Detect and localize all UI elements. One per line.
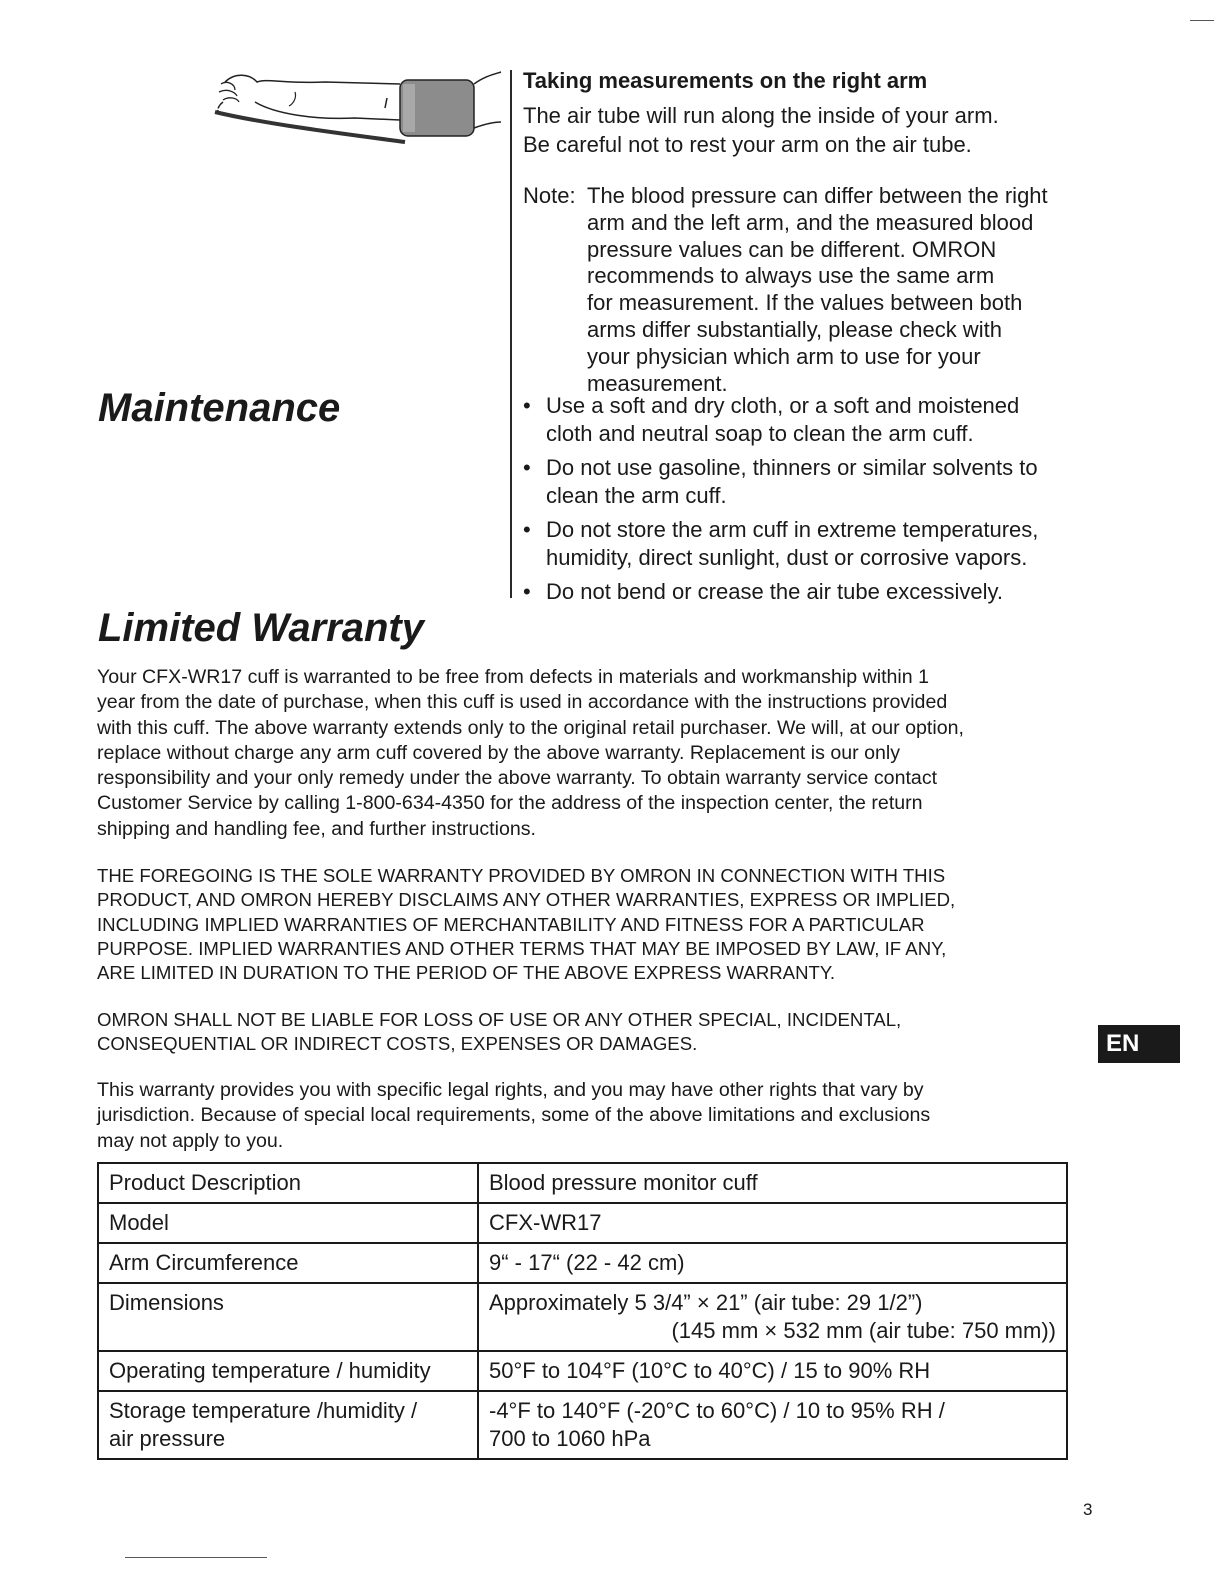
maintenance-item (523, 516, 1113, 572)
paragraph-line: PURPOSE. IMPLIED WARRANTIES AND OTHER TERMS THAT MAY BE IMPOSED BY LAW, IF ANY, (97, 937, 947, 959)
paragraph-line: with this cuff. The above warranty extends only to the original retail purchaser. We will, at our option, (97, 716, 964, 739)
spec-label: Product Description (98, 1163, 478, 1203)
spec-label: Operating temperature / humidity (98, 1351, 478, 1391)
maintenance-item-line: Do not use gasoline, thinners or similar solvents to (546, 455, 1038, 480)
maintenance-item-line: Use a soft and dry cloth, or a soft and moistened (546, 393, 1020, 418)
bullet: • (523, 393, 531, 418)
note-line: measurement. (587, 370, 728, 396)
note-line: arm and the left arm, and the measured blood (587, 209, 1034, 235)
spec-value-line: -4°F to 140°F (-20°C to 60°C) / 10 to 95% RH / (489, 1398, 945, 1423)
spec-label-line: Storage temperature /humidity / (109, 1398, 418, 1423)
table-row (98, 1351, 1067, 1391)
note-prefix: Note: (523, 183, 576, 208)
arm-cuff-illustration (205, 62, 505, 152)
footer-rule (125, 1557, 267, 1558)
table-row (98, 1203, 1067, 1243)
maintenance-item-line: Do not store the arm cuff in extreme temperatures, (546, 517, 1039, 542)
paragraph-line: year from the date of purchase, when this cuff is used in accordance with the instructions provided (97, 691, 948, 714)
spec-value-line: Approximately 5 3/4” × 21” (air tube: 29 1/2”) (489, 1290, 923, 1315)
paragraph-line: Customer Service by calling 1-800-634-4350 for the address of the inspection center, the return (97, 792, 923, 815)
paragraph-line: INCLUDING IMPLIED WARRANTIES OF MERCHANTABILITY AND FITNESS FOR A PARTICULAR (97, 913, 925, 935)
maintenance-item (523, 392, 1113, 448)
note-text (587, 183, 1103, 397)
warranty-liability (97, 1008, 1097, 1057)
paragraph-line: may not apply to you. (97, 1129, 284, 1152)
language-badge: EN (1098, 1025, 1180, 1063)
right-arm-text-line: The air tube will run along the inside of your arm. (523, 103, 999, 128)
paragraph-line: ARE LIMITED IN DURATION TO THE PERIOD OF THE ABOVE EXPRESS WARRANTY. (97, 962, 836, 984)
paragraph-line: OMRON SHALL NOT BE LIABLE FOR LOSS OF USE OR ANY OTHER SPECIAL, INCIDENTAL, (97, 1009, 902, 1030)
maintenance-title: Maintenance (98, 386, 341, 430)
note-line: pressure values can be different. OMRON (587, 236, 997, 262)
table-row (98, 1283, 1067, 1351)
spec-value: 9“ - 17“ (22 - 42 cm) (478, 1243, 1067, 1283)
spec-value: CFX-WR17 (478, 1203, 1067, 1243)
maintenance-list (523, 392, 1113, 612)
spec-label (98, 1391, 478, 1459)
spec-value (478, 1391, 1067, 1459)
top-edge-rule (1190, 20, 1214, 21)
right-arm-heading: Taking measurements on the right arm (523, 68, 928, 93)
spec-value: Blood pressure monitor cuff (478, 1163, 1067, 1203)
table-row (98, 1243, 1067, 1283)
maintenance-item (523, 454, 1113, 510)
spec-value: 50°F to 104°F (10°C to 40°C) / 15 to 90% RH (478, 1351, 1067, 1391)
note-block (523, 183, 1103, 397)
warranty-rights (97, 1078, 1097, 1154)
paragraph-line: responsibility and your only remedy under the above warranty. To obtain warranty service contact (97, 767, 938, 790)
spec-table (97, 1162, 1068, 1460)
spec-label-line: air pressure (109, 1426, 226, 1451)
spec-label: Dimensions (98, 1283, 478, 1351)
note-line: The blood pressure can differ between the right (587, 183, 1048, 208)
paragraph-line: This warranty provides you with specific legal rights, and you may have other rights that vary by (97, 1079, 924, 1101)
spec-value-line: 700 to 1060 hPa (489, 1426, 651, 1451)
paragraph-line: shipping and handling fee, and further instructions. (97, 817, 536, 840)
note-line: for measurement. If the values between both (587, 290, 1023, 316)
warranty-title: Limited Warranty (98, 606, 424, 650)
maintenance-item-line: cloth and neutral soap to clean the arm cuff. (546, 421, 974, 446)
bullet: • (523, 455, 531, 480)
note-line: arms differ substantially, please check with (587, 316, 1002, 342)
paragraph-line: replace without charge any arm cuff covered by the above warranty. Replacement is our only (97, 741, 901, 764)
paragraph-line: jurisdiction. Because of special local requirements, some of the above limitations and exclusions (97, 1104, 931, 1127)
paragraph-line: PRODUCT, AND OMRON HEREBY DISCLAIMS ANY OTHER WARRANTIES, EXPRESS OR IMPLIED, (97, 889, 956, 911)
paragraph-line: Your CFX-WR17 cuff is warranted to be free from defects in materials and workmanship within 1 (97, 666, 930, 688)
spec-value (478, 1283, 1067, 1351)
column-divider (510, 70, 512, 598)
note-line: your physician which arm to use for your (587, 343, 981, 369)
bullet: • (523, 579, 531, 604)
note-line: recommends to always use the same arm (587, 263, 995, 289)
spec-label: Model (98, 1203, 478, 1243)
bullet: • (523, 517, 531, 542)
maintenance-item-line: Do not bend or crease the air tube excessively. (546, 579, 1003, 604)
paragraph-line: CONSEQUENTIAL OR INDIRECT COSTS, EXPENSES OR DAMAGES. (97, 1033, 698, 1055)
paragraph-line: THE FOREGOING IS THE SOLE WARRANTY PROVIDED BY OMRON IN CONNECTION WITH THIS (97, 865, 946, 886)
warranty-paragraph (97, 665, 1097, 842)
table-row (98, 1163, 1067, 1203)
table-row (98, 1391, 1067, 1459)
right-arm-text-line: Be careful not to rest your arm on the air tube. (523, 132, 972, 157)
warranty-disclaimer (97, 864, 1107, 985)
spec-label: Arm Circumference (98, 1243, 478, 1283)
maintenance-item-line: humidity, direct sunlight, dust or corrosive vapors. (546, 545, 1028, 570)
page-number: 3 (1083, 1500, 1093, 1519)
maintenance-item-line: clean the arm cuff. (546, 483, 727, 508)
maintenance-item (523, 578, 1113, 606)
spec-value-line: (145 mm × 532 mm (air tube: 750 mm)) (671, 1318, 1056, 1343)
